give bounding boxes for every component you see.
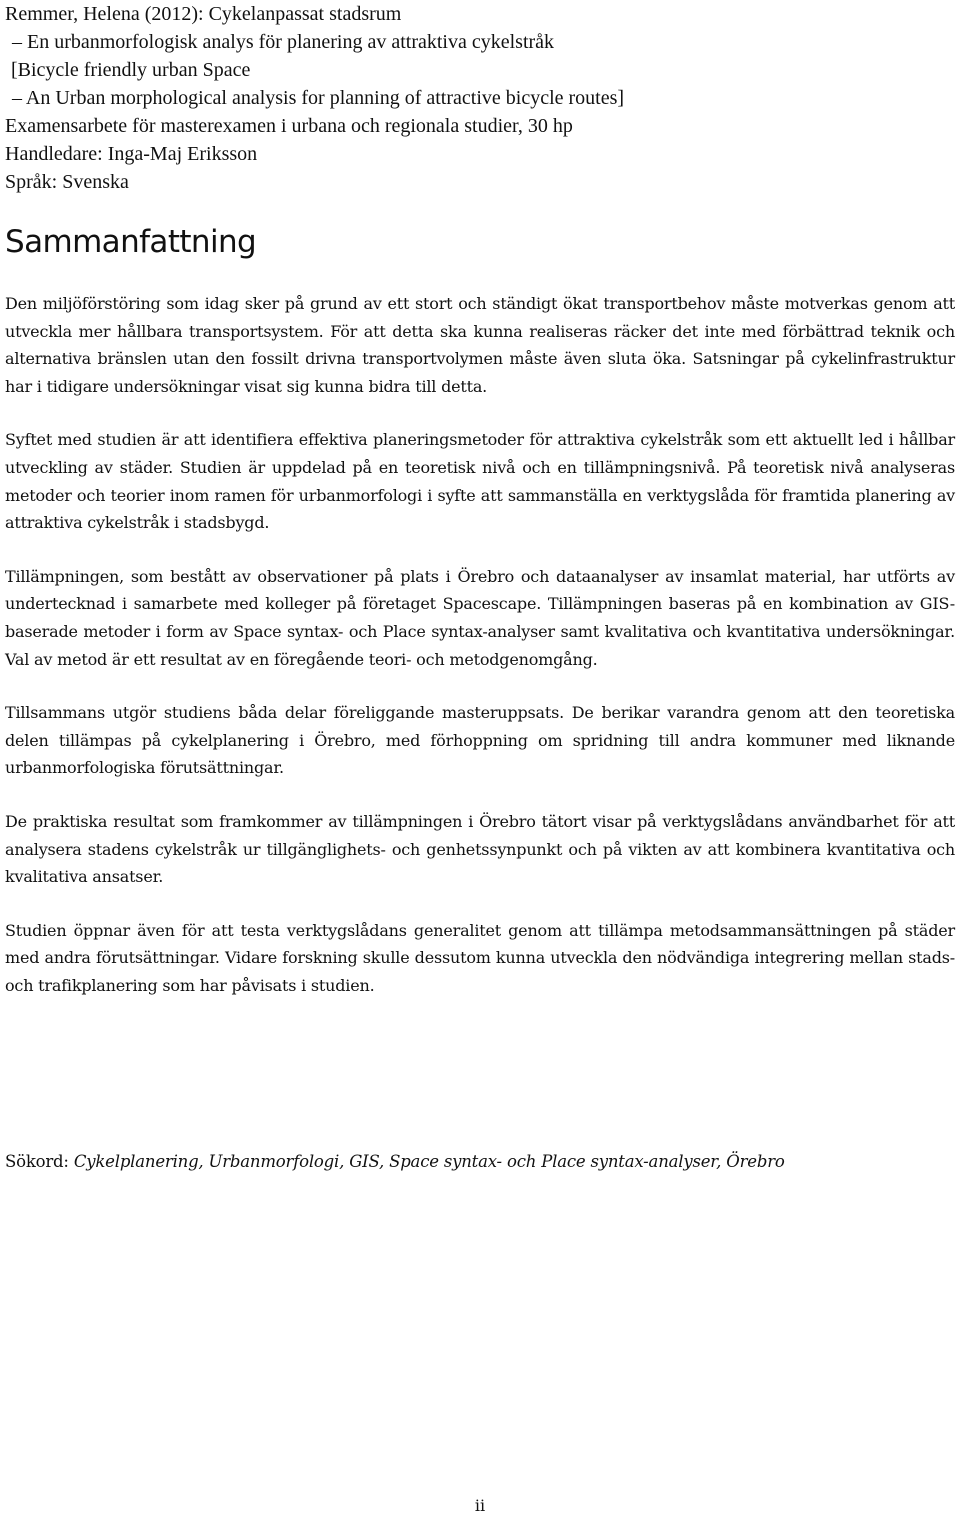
summary-paragraph-1: Den miljöförstöring som idag sker på grund av ett stort och ständigt ökat transportbehov måste motverkas genom att utveckla mer hållbara transportsystem. För att detta ska kunna realiseras räcker det inte med förbättrad teknik och alternativa bränslen utan den fossilt drivna transportvolymen måste även sluta öka. Satsningar på cykelinfrastruktur har i tidigare undersökningar visat sig kunna bidra till detta. <box>5 294 955 396</box>
summary-paragraph-5: De praktiska resultat som framkommer av tillämpningen i Örebro tätort visar på verktygslådans användbarhet för att analysera stadens cykelstråk ur tillgänglighets- och genhetssynpunkt och på vikten av att kombinera kvantitativa och kvalitativa ansatser. <box>5 811 955 887</box>
summary-body <box>5 290 955 1025</box>
summary-paragraph-3: Tillämpningen, som bestått av observationer på plats i Örebro och dataanalyser av insamlat material, har utförts av undertecknad i samarbete med kolleger på företaget Spacescape. Tillämpningen baseras på en kombination av GIS-baserade metoder i form av Space syntax- och Place syntax-analyser samt kvalitativa och kvantitativa undersökningar. Val av metod är ett resultat av en föregående teori- och metodgenomgång. <box>5 566 955 669</box>
english-title-line: [Bicycle friendly urban Space <box>11 59 251 81</box>
summary-paragraph-2: Syftet med studien är att identifiera effektiva planeringsmetoder för attraktiva cykelstråk som ett aktuellt led i hållbar utveckling av städer. Studien är uppdelad på en teoretisk nivå och en tillämpningsnivå. På teoretisk nivå analyseras metoder och teorier inom ramen för urbanmorfologi i syfte att sammanställa en verktygslåda för framtida planering av attraktiva cykelstråk i stadsbygd. <box>5 430 955 533</box>
keywords-values: Cykelplanering, Urbanmorfologi, GIS, Space syntax- och Place syntax-analyser, Örebro <box>73 1152 785 1171</box>
author-title-line: Remmer, Helena (2012): Cykelanpassat stadsrum <box>5 3 402 25</box>
summary-paragraph-4: Tillsammans utgör studiens båda delar föreliggande masteruppsats. De berikar varandra genom att den teoretiska delen tillämpas på cykelplanering i Örebro, med förhoppning om spridning till andra kommuner med liknande urbanmorfologiska förutsättningar. <box>5 703 955 778</box>
degree-line: Examensarbete för masterexamen i urbana och regionala studier, 30 hp <box>5 115 573 137</box>
swedish-subtitle-line: – En urbanmorfologisk analys för planering av attraktiva cykelstråk <box>12 31 555 53</box>
english-subtitle-line: – An Urban morphological analysis for planning of attractive bicycle routes] <box>12 87 625 109</box>
page-number: ii <box>474 1496 486 1515</box>
thesis-metadata <box>5 0 955 196</box>
summary-paragraph-6: Studien öppnar även för att testa verktygslådans generalitet genom att tillämpa metodsammansättningen på städer med andra förutsättningar. Vidare forskning skulle dessutom kunna utveckla den nödvändiga integrering mellan stads- och trafikplanering som har påvisats i studien. <box>5 920 955 995</box>
keywords-line <box>5 1149 955 1175</box>
section-heading: Sammanfattning <box>5 224 257 260</box>
keywords-label: Sökord: <box>5 1152 69 1171</box>
supervisor-line: Handledare: Inga-Maj Eriksson <box>5 143 258 165</box>
document-page <box>5 0 955 1517</box>
language-line: Språk: Svenska <box>5 171 129 193</box>
